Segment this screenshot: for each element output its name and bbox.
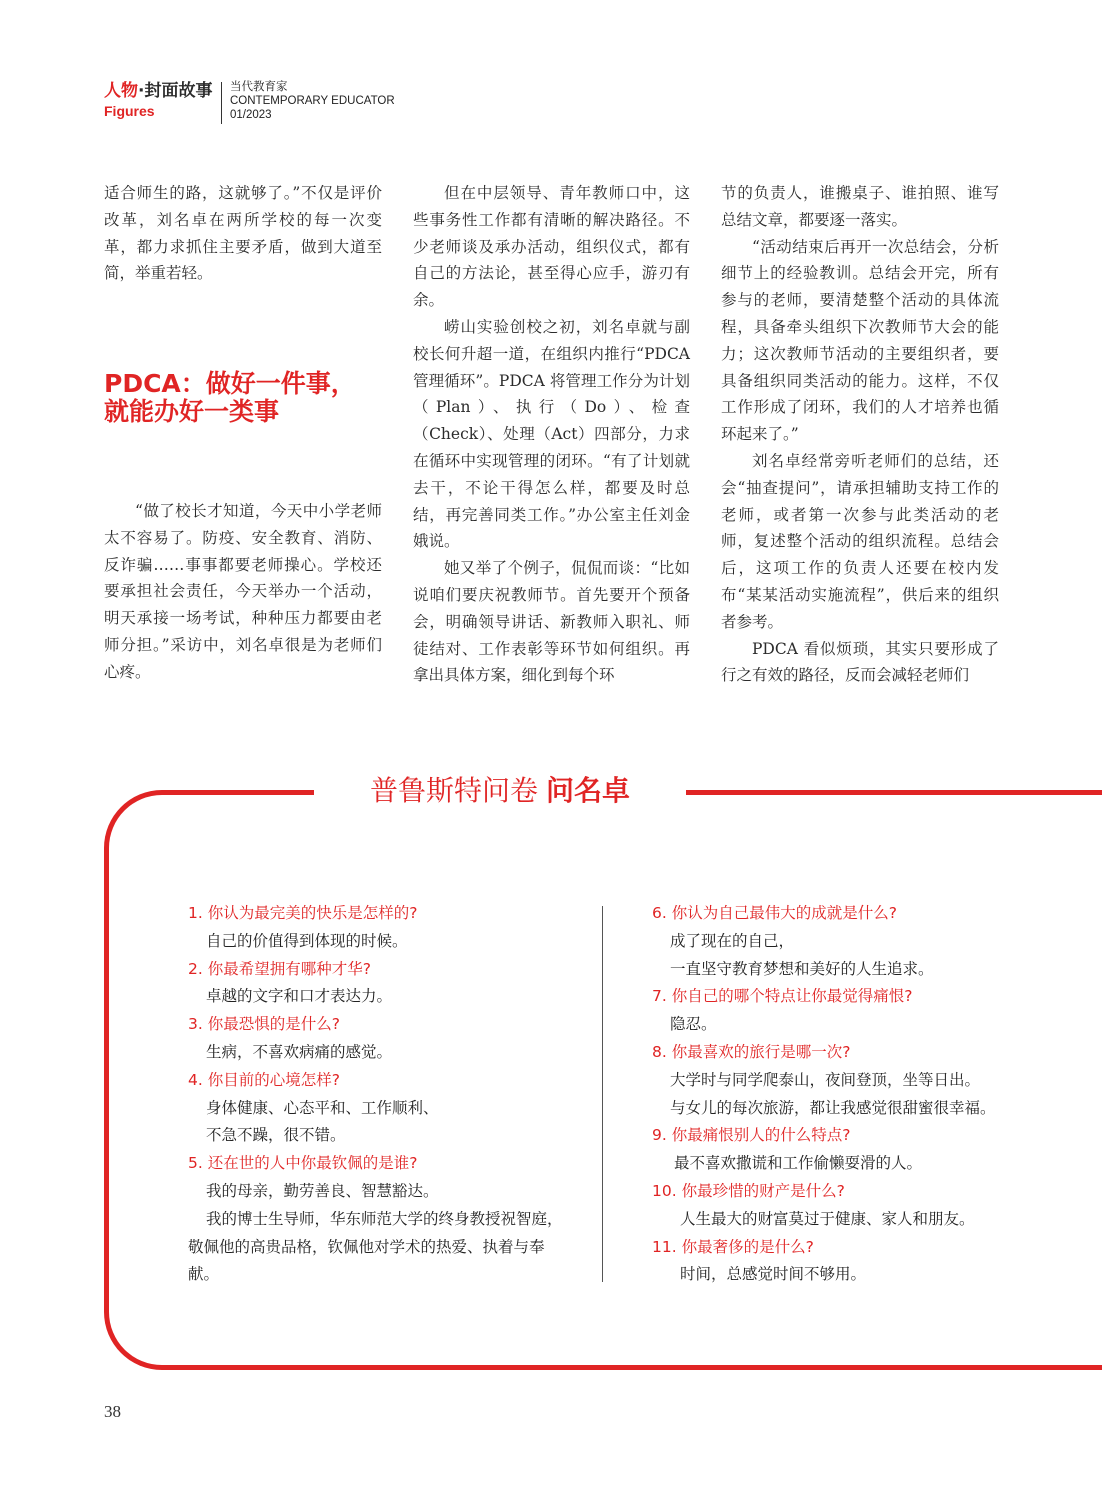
answer: 时间，总感觉时间不够用。 xyxy=(680,1265,867,1284)
article-column-2 xyxy=(413,180,690,689)
answer: 隐忍。 xyxy=(670,1015,717,1034)
answer: 与女儿的每次旅游，都让我感觉很甜蜜很幸福。 xyxy=(670,1098,996,1117)
question: 4. 你目前的心境怎样? xyxy=(188,1070,340,1089)
magazine-info xyxy=(230,80,395,122)
question: 8. 你最喜欢的旅行是哪一次? xyxy=(652,1042,851,1061)
question: 1. 你认为最完美的快乐是怎样的? xyxy=(188,904,418,922)
answer: 自己的价值得到体现的时候。 xyxy=(206,931,408,950)
column-divider xyxy=(602,906,603,1282)
answer: 生病，不喜欢病痛的感觉。 xyxy=(206,1042,393,1061)
header-divider xyxy=(221,82,222,124)
paragraph: “做了校长才知道，今天中小学老师太不容易了。防疫、安全教育、消防、反诈骗……事事都要老师操心。学校还要承担社会责任，今天举办一个活动，明天承接一场考试，种种压力都要由老师分担。”采访中，刘名卓很是为老师们心疼。 xyxy=(104,502,382,681)
question: 2. 你最希望拥有哪种才华? xyxy=(188,959,371,978)
answer: 一直坚守教育梦想和美好的人生追求。 xyxy=(670,959,934,978)
answer: 卓越的文字和口才表达力。 xyxy=(206,987,393,1006)
questionnaire-left-column xyxy=(188,900,568,1289)
answer: 我的母亲，勤劳善良、智慧豁达。 xyxy=(206,1181,439,1200)
paragraph: 崂山实验创校之初，刘名卓就与副校长何升超一道，在组织内推行“PDCA 管理循环”。PDCA 将管理工作分为计划（Plan）、执行（Do）、检查（Check）、处理（Act）四部分，力求在循环中实现管理的闭环。“有了计划就去干，不论干得怎么样，都要及时总结，再完善同类工作。”办公室主任刘金娥说。 xyxy=(413,317,690,551)
article-column-3 xyxy=(721,180,999,689)
paragraph: “活动结束后再开一次总结会，分析细节上的经验教训。总结会开完，所有参与的老师，要清楚整个活动的具体流程，具备牵头组织下次教师节大会的能力；这次教师节活动的主要组织者，要具备组织同类活动的能力。这样，不仅工作形成了闭环，我们的人才培养也循环起来了。” xyxy=(721,237,999,444)
answer: 最不喜欢撒谎和工作偷懒耍滑的人。 xyxy=(674,1154,923,1173)
magazine-name-en: CONTEMPORARY EDUCATOR xyxy=(230,95,395,107)
question: 11. 你最奢侈的是什么? xyxy=(652,1237,814,1256)
answer: 人生最大的财富莫过于健康、家人和朋友。 xyxy=(680,1209,975,1228)
article-subheading: PDCA：做好一件事， 就能办好一类事 xyxy=(104,369,356,426)
question: 10. 你最珍惜的财产是什么? xyxy=(652,1181,845,1200)
question: 9. 你最痛恨别人的什么特点? xyxy=(652,1126,851,1145)
question: 7. 你自己的哪个特点让你最觉得痛恨? xyxy=(652,987,913,1006)
paragraph: 她又举了个例子，侃侃而谈：“比如说咱们要庆祝教师节。首先要开个预备会，明确领导讲话、新教师入职礼、师徒结对、工作表彰等环节如何组织。再拿出具体方案，细化到每个环 xyxy=(413,559,690,685)
section-title: 人物·封面故事 xyxy=(104,81,213,101)
answer: 大学时与同学爬泰山，夜间登顶，坐等日出。 xyxy=(670,1070,981,1089)
article-column-1-continued xyxy=(104,498,382,686)
questionnaire-right-column xyxy=(652,900,1022,1289)
paragraph: PDCA 看似烦琐，其实只要形成了行之有效的路径，反而会减轻老师们 xyxy=(721,639,999,685)
magazine-name-cn: 当代教育家 xyxy=(230,81,288,93)
answer: 我的博士生导师，华东师范大学的终身教授祝智庭，敬佩他的高贵品格，钦佩他对学术的热爱、执着与奉献。 xyxy=(188,1209,563,1284)
paragraph: 节的负责人，谁搬桌子、谁拍照、谁写总结文章，都要逐一落实。 xyxy=(721,184,999,229)
article-column-1 xyxy=(104,180,382,287)
issue-number: 01/2023 xyxy=(230,109,272,121)
questionnaire-title: 普鲁斯特问卷 问名卓 xyxy=(314,768,686,814)
paragraph: 适合师生的路，这就够了。”不仅是评价改革，刘名卓在两所学校的每一次变革，都力求抓住主要矛盾，做到大道至简，举重若轻。 xyxy=(104,184,382,283)
answer: 不急不躁，很不错。 xyxy=(206,1126,346,1145)
question: 3. 你最恐惧的是什么? xyxy=(188,1015,340,1034)
question: 5. 还在世的人中你最钦佩的是谁? xyxy=(188,1154,418,1173)
answer: 成了现在的自己， xyxy=(670,931,795,950)
section-english: Figures xyxy=(104,103,155,119)
paragraph: 刘名卓经常旁听老师们的总结，还会“抽查提问”，请承担辅助支持工作的老师，或者第一次参与此类活动的老师，复述整个活动的组织流程。总结会后，这项工作的负责人还要在校内发布“某某活动实施流程”，供后来的组织者参考。 xyxy=(721,451,999,631)
section-label xyxy=(104,80,220,120)
answer: 身体健康、心态平和、工作顺利、 xyxy=(206,1098,439,1117)
question: 6. 你认为自己最伟大的成就是什么? xyxy=(652,904,897,922)
page-number: 38 xyxy=(104,1402,121,1421)
paragraph: 但在中层领导、青年教师口中，这些事务性工作都有清晰的解决路径。不少老师谈及承办活动，组织仪式，都有自己的方法论，甚至得心应手，游刃有余。 xyxy=(413,184,690,310)
